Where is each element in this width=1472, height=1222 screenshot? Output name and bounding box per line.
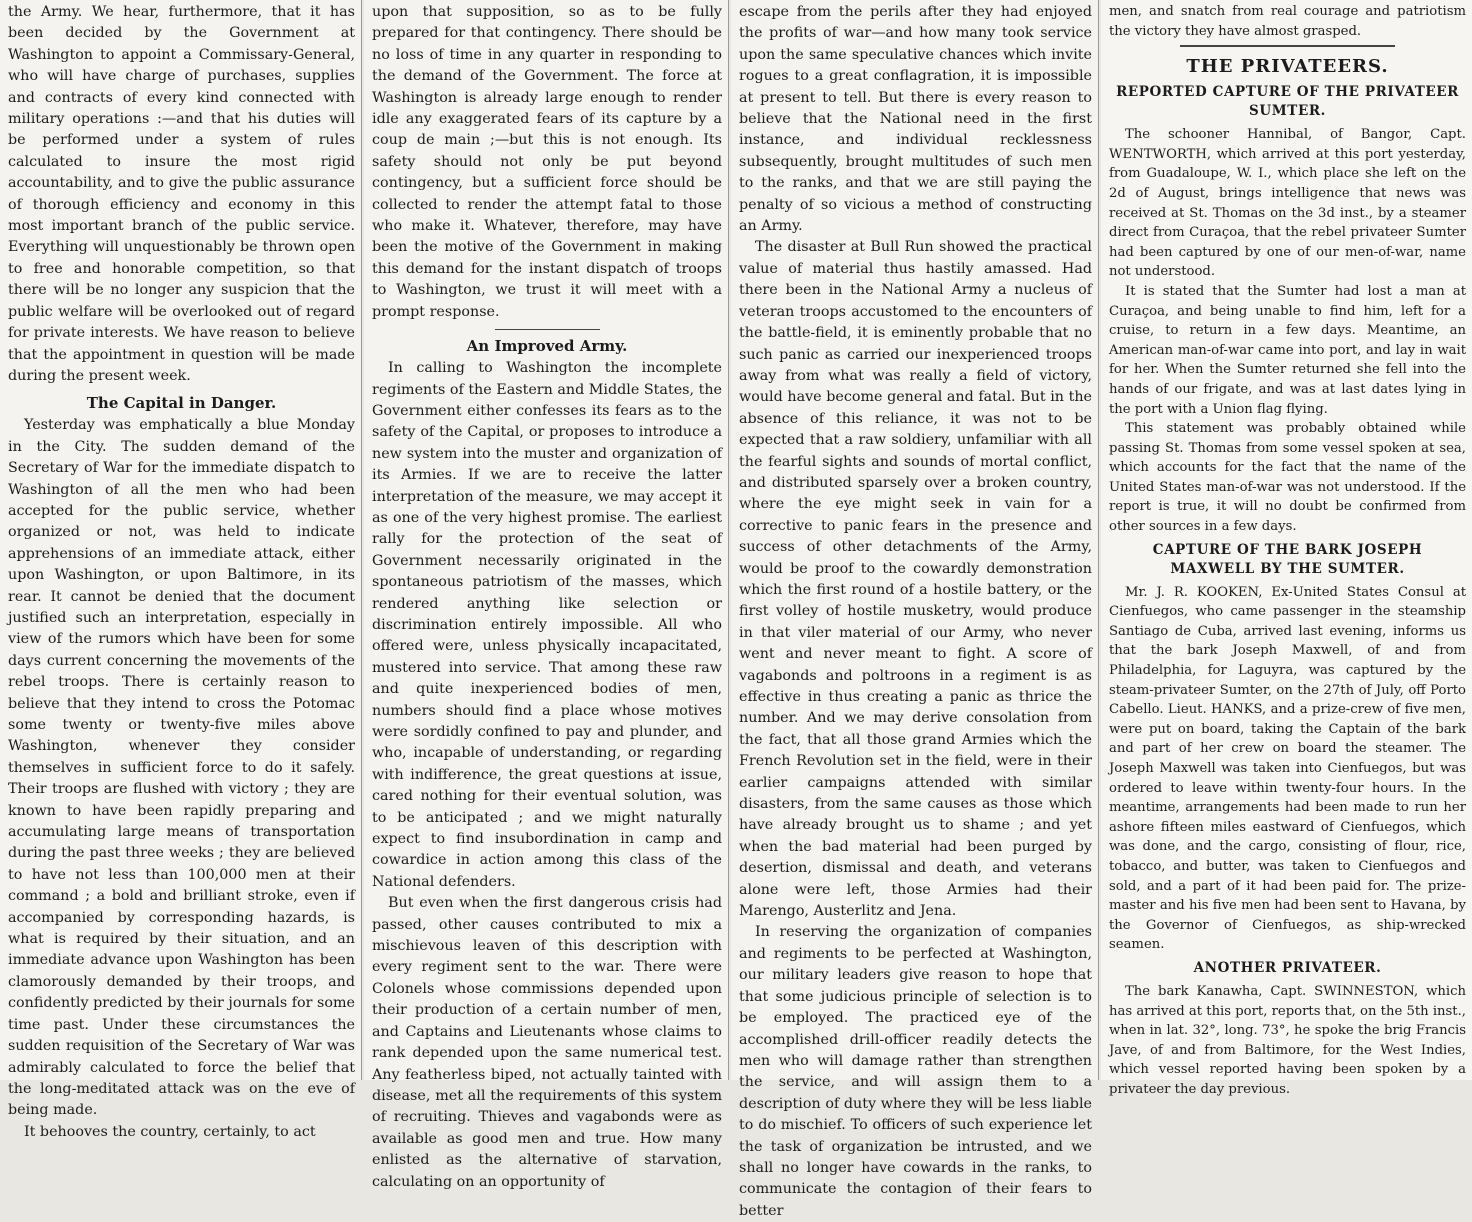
column-2 [364,0,729,1190]
article-paragraph: The disaster at Bull Run showed the practical value of material thus hastily amassed. Had there been in the National Army a nucleus of veteran troops accustomed to the encounters of the battle-field, it is eminently probable that no such panic as carried our inexperienced troops away from what was really a field of victory, would have become general and fatal. But in the absence of this reliance, it was not to be expected that a raw soldiery, unfamiliar with all the fearful sights and sounds of mortal conflict, and distributed sparsely over a broken country, where the eye might seek in vain for a corrective to panic fears in the presence and success of other detachments of the Army, would be proof to the cowardly demonstration which the first round of a hostile battery, or the first volley of hostile musketry, would produce in that viler material of our Army, who never went and never meant to fight. A score of vagabonds and poltroons in a regiment is as effective in thus creating a panic as thrice the number. And we may derive consolation from the fact, that all those grand Armies which the French Revolution set in the field, were in their earlier campaigns attended with similar disasters, from the same causes as those which have already brought us to shame ; and yet when the bad material had been purged by desertion, dismissal and death, and veterans alone were left, those Armies had their Marengo, Austerlitz and Jena. [739,239,1092,920]
article-paragraph: upon that supposition, so as to be fully prepared for that contingency. There should be no loss of time in any quarter in responding to the demand of the Government. The force at Washington is already large enough to render idle any exaggerated fears of its capture by a coup de main ;—but this is not enough. Its safety should not only be put beyond contingency, but a sufficient force should be collected to render the attempt fatal to those who make it. Whatever, therefore, may have been the motive of the Government in making this demand for the instant dispatch of troops to Washington, we trust it will meet with a prompt response. [372,4,722,320]
subheadline-another-privateer: ANOTHER PRIVATEER. [1193,959,1382,976]
subheadline-joseph-maxwell: CAPTURE OF THE BARK JOSEPH MAXWELL BY THE SUMTER. [1152,541,1423,577]
article-paragraph: In calling to Washington the incomplete regiments of the Eastern and Middle States, the Government either confesses its fears as to the safety of the Capital, or proposes to introduce a new system into the muster and organization of its Armies. If we are to receive the latter interpretation of the measure, we may accept it as one of the very highest promise. The earliest rally for the protection of the seat of Government necessarily originated in the spontaneous patriotism of the masses, which rendered anything like selection or discrimination entirely impossible. All who offered were, unless physically incapacitated, mustered into service. That among these raw and quite inexperienced bodies of men, numbers should find a place whose motives were sordidly confined to pay and plunder, and who, incapable of understanding, or regarding with indifference, the great questions at issue, cared nothing for their eventual solution, was to be anticipated ; and we might naturally expect to find insubordination in camp and cowardice in action among this class of the National defenders. [372,360,722,890]
article-paragraph: It behooves the country, certainly, to act [24,1123,316,1140]
article-paragraph: But even when the first dangerous crisis had passed, other causes contributed to mix a mischievous leaven of this description with every regiment sent to the war. There were Colonels whose commissions depended upon their production of a certain number of men, and Captains and Lieutenants whose claims to rank depended upon the same numerical test. Any featherless biped, not actually tainted with disease, met all the requirements of this system of recruiting. Thieves and vagabonds were as available as good men and true. How many enlisted as the alternative of starvation, calculating on an opportunity of [372,895,722,1190]
article-paragraph: escape from the perils after they had enjoyed the profits of war—and how many took service upon the same speculative chances which invite rogues to a great conflagration, it is impossible at present to tell. But there is every reason to believe that the National need in the first instance, and individual recklessness subsequently, brought multitudes of such men to the ranks, and that we are still paying the penalty of so vicious a method of constructing an Army. [739,4,1092,235]
column-4 [1101,0,1472,1097]
article-paragraph: Yesterday was emphatically a blue Monday in the City. The sudden demand of the Secretary of War for the immediate dispatch to Washington of all the men who had been accepted for the public service, whether organized or not, was held to indicate apprehensions of an immediate attack, either upon Washington, or upon Baltimore, in its rear. It cannot be denied that the document justified such an interpretation, especially in view of the rumors which have been for some days current concerning the movements of the rebel troops. There is certainly reason to believe that they intend to cross the Potomac some twenty or twenty-five miles above Washington, whenever they consider themselves in sufficient force to do it safely. Their troops are flushed with victory ; they are known to have been rapidly preparing and accumulating large means of transportation during the past three weeks ; they are believed to have not less than 100,000 men at their command ; a bold and brilliant stroke, even if accompanied by corresponding hazards, is what is required by their situation, and an immediate advance upon Washington has been clamorously demanded by their troops, and confidently predicted by their journals for some time past. Under these circumstances the sudden requisition of the Secretary of War was admirably calculated to force the belief that the long-meditated attack was on the eve of being made. [8,417,355,1119]
section-divider [495,329,600,330]
subheadline-reported-capture: REPORTED CAPTURE OF THE PRIVATEER SUMTER. [1116,84,1459,120]
article-paragraph: the Army. We hear, furthermore, that it has been decided by the Government at Washington to appoint a Commissary-General, who will have charge of purchases, supplies and contracts of every kind connected with military operations :—and that his duties will be performed under a system of rules calculated to insure the most rigid accountability, and to give the public assurance of thorough efficiency and economy in this most important branch of the public service. Everything will unquestionably be thrown open to free and honorable competition, so that there will be no longer any suspicion that the public welfare will be overlooked out of regard for private interests. We have reason to believe that the appointment in question will be made during the present week. [8,4,355,384]
article-paragraph: men, and snatch from real courage and patriotism the victory they have almost grasped. [1109,4,1466,39]
headline-improved-army: An Improved Army. [466,337,628,356]
article-paragraph: This statement was probably obtained while passing St. Thomas from some vessel spoken at sea, which accounts for the fact that the name of the United States man-of-war was not understood. If the report is true, it will no doubt be confirmed from other sources in a few days. [1109,421,1466,535]
column-1 [0,0,362,1140]
article-paragraph: It is stated that the Sumter had lost a man at Curaçoa, and being unable to find him, left for a cruise, to return in a few days. Meantime, an American man-of-war came into port, and lay in wait for her. When the Sumter returned she fell into the hands of our frigate, and was at last dates lying in the port with a Union flag flying. [1109,283,1466,417]
article-paragraph: In reserving the organization of companies and regiments to be perfected at Washington, our military leaders give reason to hope that that some judicious principle of selection is to be employed. The practiced eye of the accomplished drill-officer readily detects the men who will damage rather than strengthen the service, and will assign them to a description of duty where they will be less liable to do mischief. To officers of such experience let the task of organization be intrusted, and we shall no longer have cowards in the ranks, to communicate the contagion of their fears to better [739,924,1092,1219]
section-divider [1180,45,1394,47]
article-paragraph: The schooner Hannibal, of Bangor, Capt. WENTWORTH, which arrived at this port yesterday, from Guadaloupe, W. I., which place she left on the 2d of August, brings intelligence that news was received at St. Thomas on the 3d inst., by a steamer direct from Curaçoa, that the rebel privateer Sumter had been captured by one of our men-of-war, name not understood. [1109,127,1466,280]
article-paragraph: The bark Kanawha, Capt. SWINNESTON, which has arrived at this port, reports that, on the 5th inst., when in lat. 32°, long. 73°, he spoke the brig Francis Jave, of and from Baltimore, for the West Indies, which vessel reported having been spoken by a privateer the day previous. [1109,983,1466,1097]
article-paragraph: Mr. J. R. KOOKEN, Ex-United States Consul at Cienfuegos, who came passenger in the steamship Santiago de Cuba, arrived last evening, informs us that the bark Joseph Maxwell, of and from Philadelphia, for Laguyra, was captured by the steam-privateer Sumter, on the 27th of July, off Porto Cabello. Lieut. HANKS, and a prize-crew of five men, were put on board, taking the Captain of the bark and part of her crew on board the steamer. The Joseph Maxwell was taken into Cienfuegos, but was ordered to leave within twenty-four hours. In the meantime, arrangements had been made to run her ashore fifteen miles eastward of Cienfuegos, which was done, and the cargo, consisting of flour, rice, tobacco, and butter, was taken to Cienfuegos and sold, and a part of it had been paid for. The prize-master and his five men had been sent to Havana, by the Governor of Cienfuegos, as ship-wrecked seamen. [1109,584,1466,953]
headline-capital-in-danger: The Capital in Danger. [86,394,277,413]
headline-privateers: THE PRIVATEERS. [1186,56,1389,78]
column-3 [731,0,1099,1219]
